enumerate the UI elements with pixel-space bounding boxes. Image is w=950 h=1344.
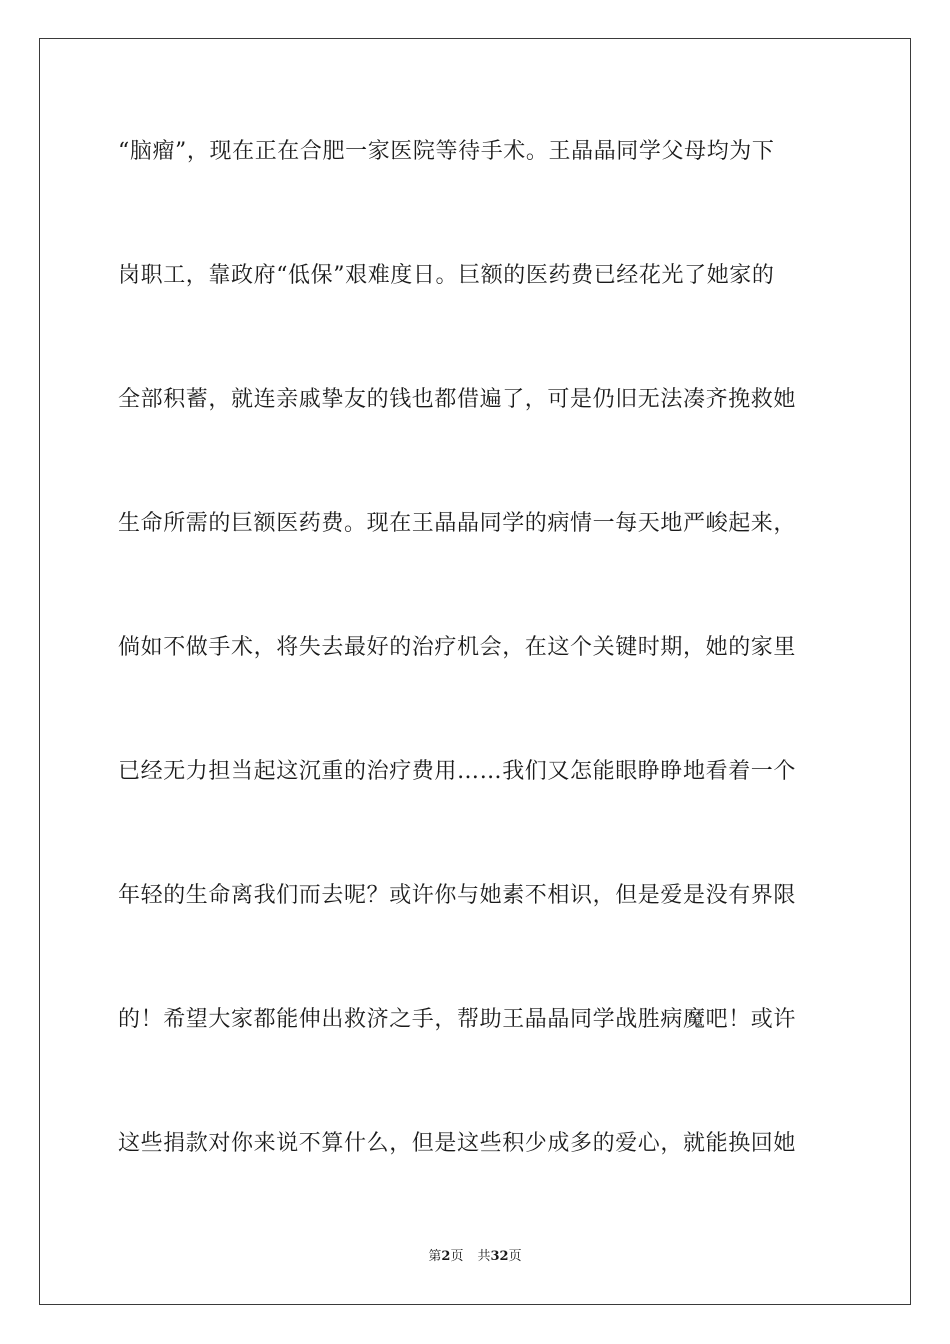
text-line: 全部积蓄，就连亲戚挚友的钱也都借遍了，可是仍旧无法凑齐挽救她 — [118, 387, 797, 412]
text-line: “脑瘤”，现在正在合肥一家医院等待手术。王晶晶同学父母均为下 — [118, 139, 775, 164]
total-pages: 32 — [490, 1249, 509, 1264]
text-line: 这些捐款对你来说不算什么，但是这些积少成多的爱心，就能换回她 — [118, 1131, 797, 1156]
text-line: 岗职工，靠政府“低保”艰难度日。巨额的医药费已经花光了她家的 — [118, 263, 775, 288]
total-pages-indicator — [477, 1248, 521, 1266]
text-line: 倘如不做手术，将失去最好的治疗机会，在这个关键时期，她的家里 — [118, 635, 797, 660]
text-line: 年轻的生命离我们而去呢？或许你与她素不相识，但是爱是没有界限 — [118, 883, 797, 908]
total-prefix: 共 — [477, 1249, 491, 1264]
page-indicator — [428, 1248, 463, 1266]
text-line: 生命所需的巨额医药费。现在王晶晶同学的病情一每天地严峻起来， — [118, 511, 797, 536]
page-number: 2 — [441, 1249, 451, 1264]
text-line: 的！希望大家都能伸出救济之手，帮助王晶晶同学战胜病魔吧！或许 — [118, 1007, 797, 1032]
text-line: 已经无力担当起这沉重的治疗费用……我们又怎能眼睁睁地看着一个 — [118, 759, 797, 784]
page-prefix: 第 — [428, 1249, 442, 1264]
page-suffix: 页 — [450, 1249, 464, 1264]
total-suffix: 页 — [508, 1249, 522, 1264]
page-footer — [0, 1248, 950, 1266]
document-body — [118, 130, 833, 1246]
